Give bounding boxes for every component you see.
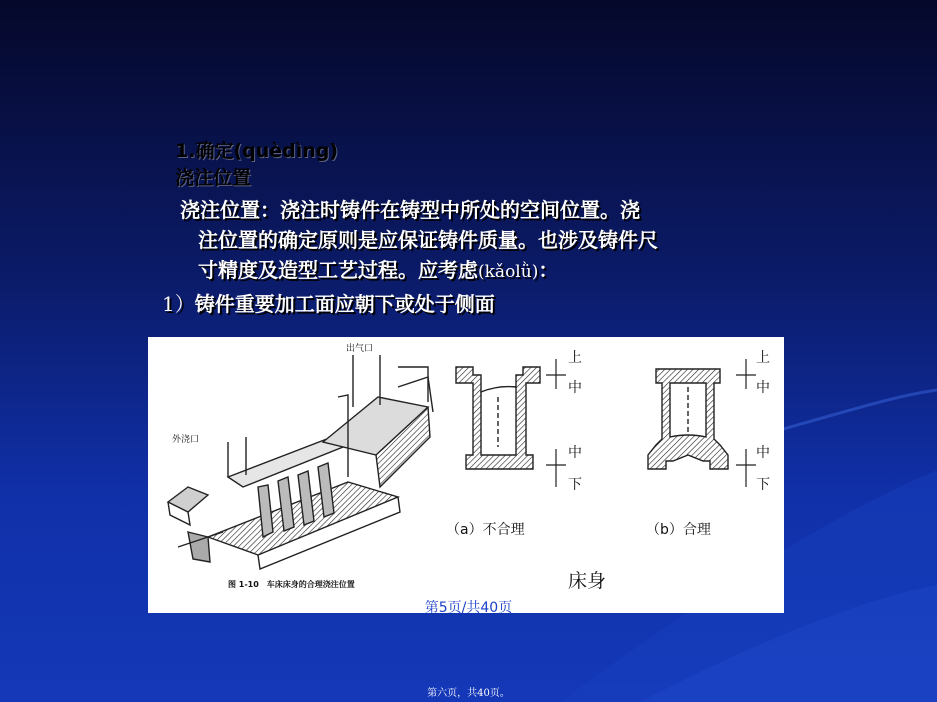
mark-a-bottom: 下 (568, 477, 582, 493)
section-a-drawing (456, 367, 540, 469)
paragraph-line-3-colon: ： (538, 258, 559, 282)
label-a: （a）不合理 (446, 522, 525, 538)
section-a-marks (546, 359, 566, 487)
mark-b-mid-1: 中 (756, 380, 770, 396)
mark-b-mid-2: 中 (756, 445, 770, 461)
definition-paragraph (180, 195, 790, 287)
label-sprue: 外浇口 (172, 435, 200, 445)
casting-position-figure (148, 337, 784, 613)
mark-a-mid-1: 中 (568, 380, 582, 396)
mark-b-bottom: 下 (756, 477, 770, 493)
label-b: （b）合理 (646, 522, 711, 538)
mark-a-mid-2: 中 (568, 445, 582, 461)
section-b-marks (736, 359, 756, 487)
figure-caption: 图 1-10 车床床身的合理浇注位置 (228, 580, 355, 589)
slide-footer: 第六页，共40页。 (427, 688, 510, 699)
label-outlet: 出气口 (346, 344, 374, 354)
section-b-drawing (648, 369, 728, 469)
figure-drawing (148, 337, 784, 613)
label-bed: 床身 (568, 570, 607, 592)
bullet-point-1 (162, 289, 762, 319)
point-number: 1） (162, 292, 195, 316)
title-line-1: 1.确定(quèdìng) (175, 140, 339, 162)
paragraph-line-1: 浇注位置：浇注时铸件在铸型中所处的空间位置。浇 (180, 198, 640, 222)
paragraph-line-3-text: 寸精度及造型工艺过程。应考虑 (198, 258, 478, 282)
lathe-bed-isometric (168, 355, 433, 569)
paragraph-line-2: 注位置的确定原则是应保证铸件质量。也涉及铸件尺 (198, 228, 658, 252)
page-number: 第5页/共40页 (424, 600, 513, 616)
slide-title (175, 138, 435, 192)
pinyin-annotation: (kǎolǜ) (478, 262, 539, 282)
paragraph-line-3 (180, 255, 790, 287)
point-text: 铸件重要加工面应朝下或处于侧面 (194, 292, 495, 316)
mark-b-top: 上 (756, 350, 770, 366)
title-line-2: 浇注位置 (175, 167, 252, 189)
mark-a-top: 上 (568, 350, 582, 366)
